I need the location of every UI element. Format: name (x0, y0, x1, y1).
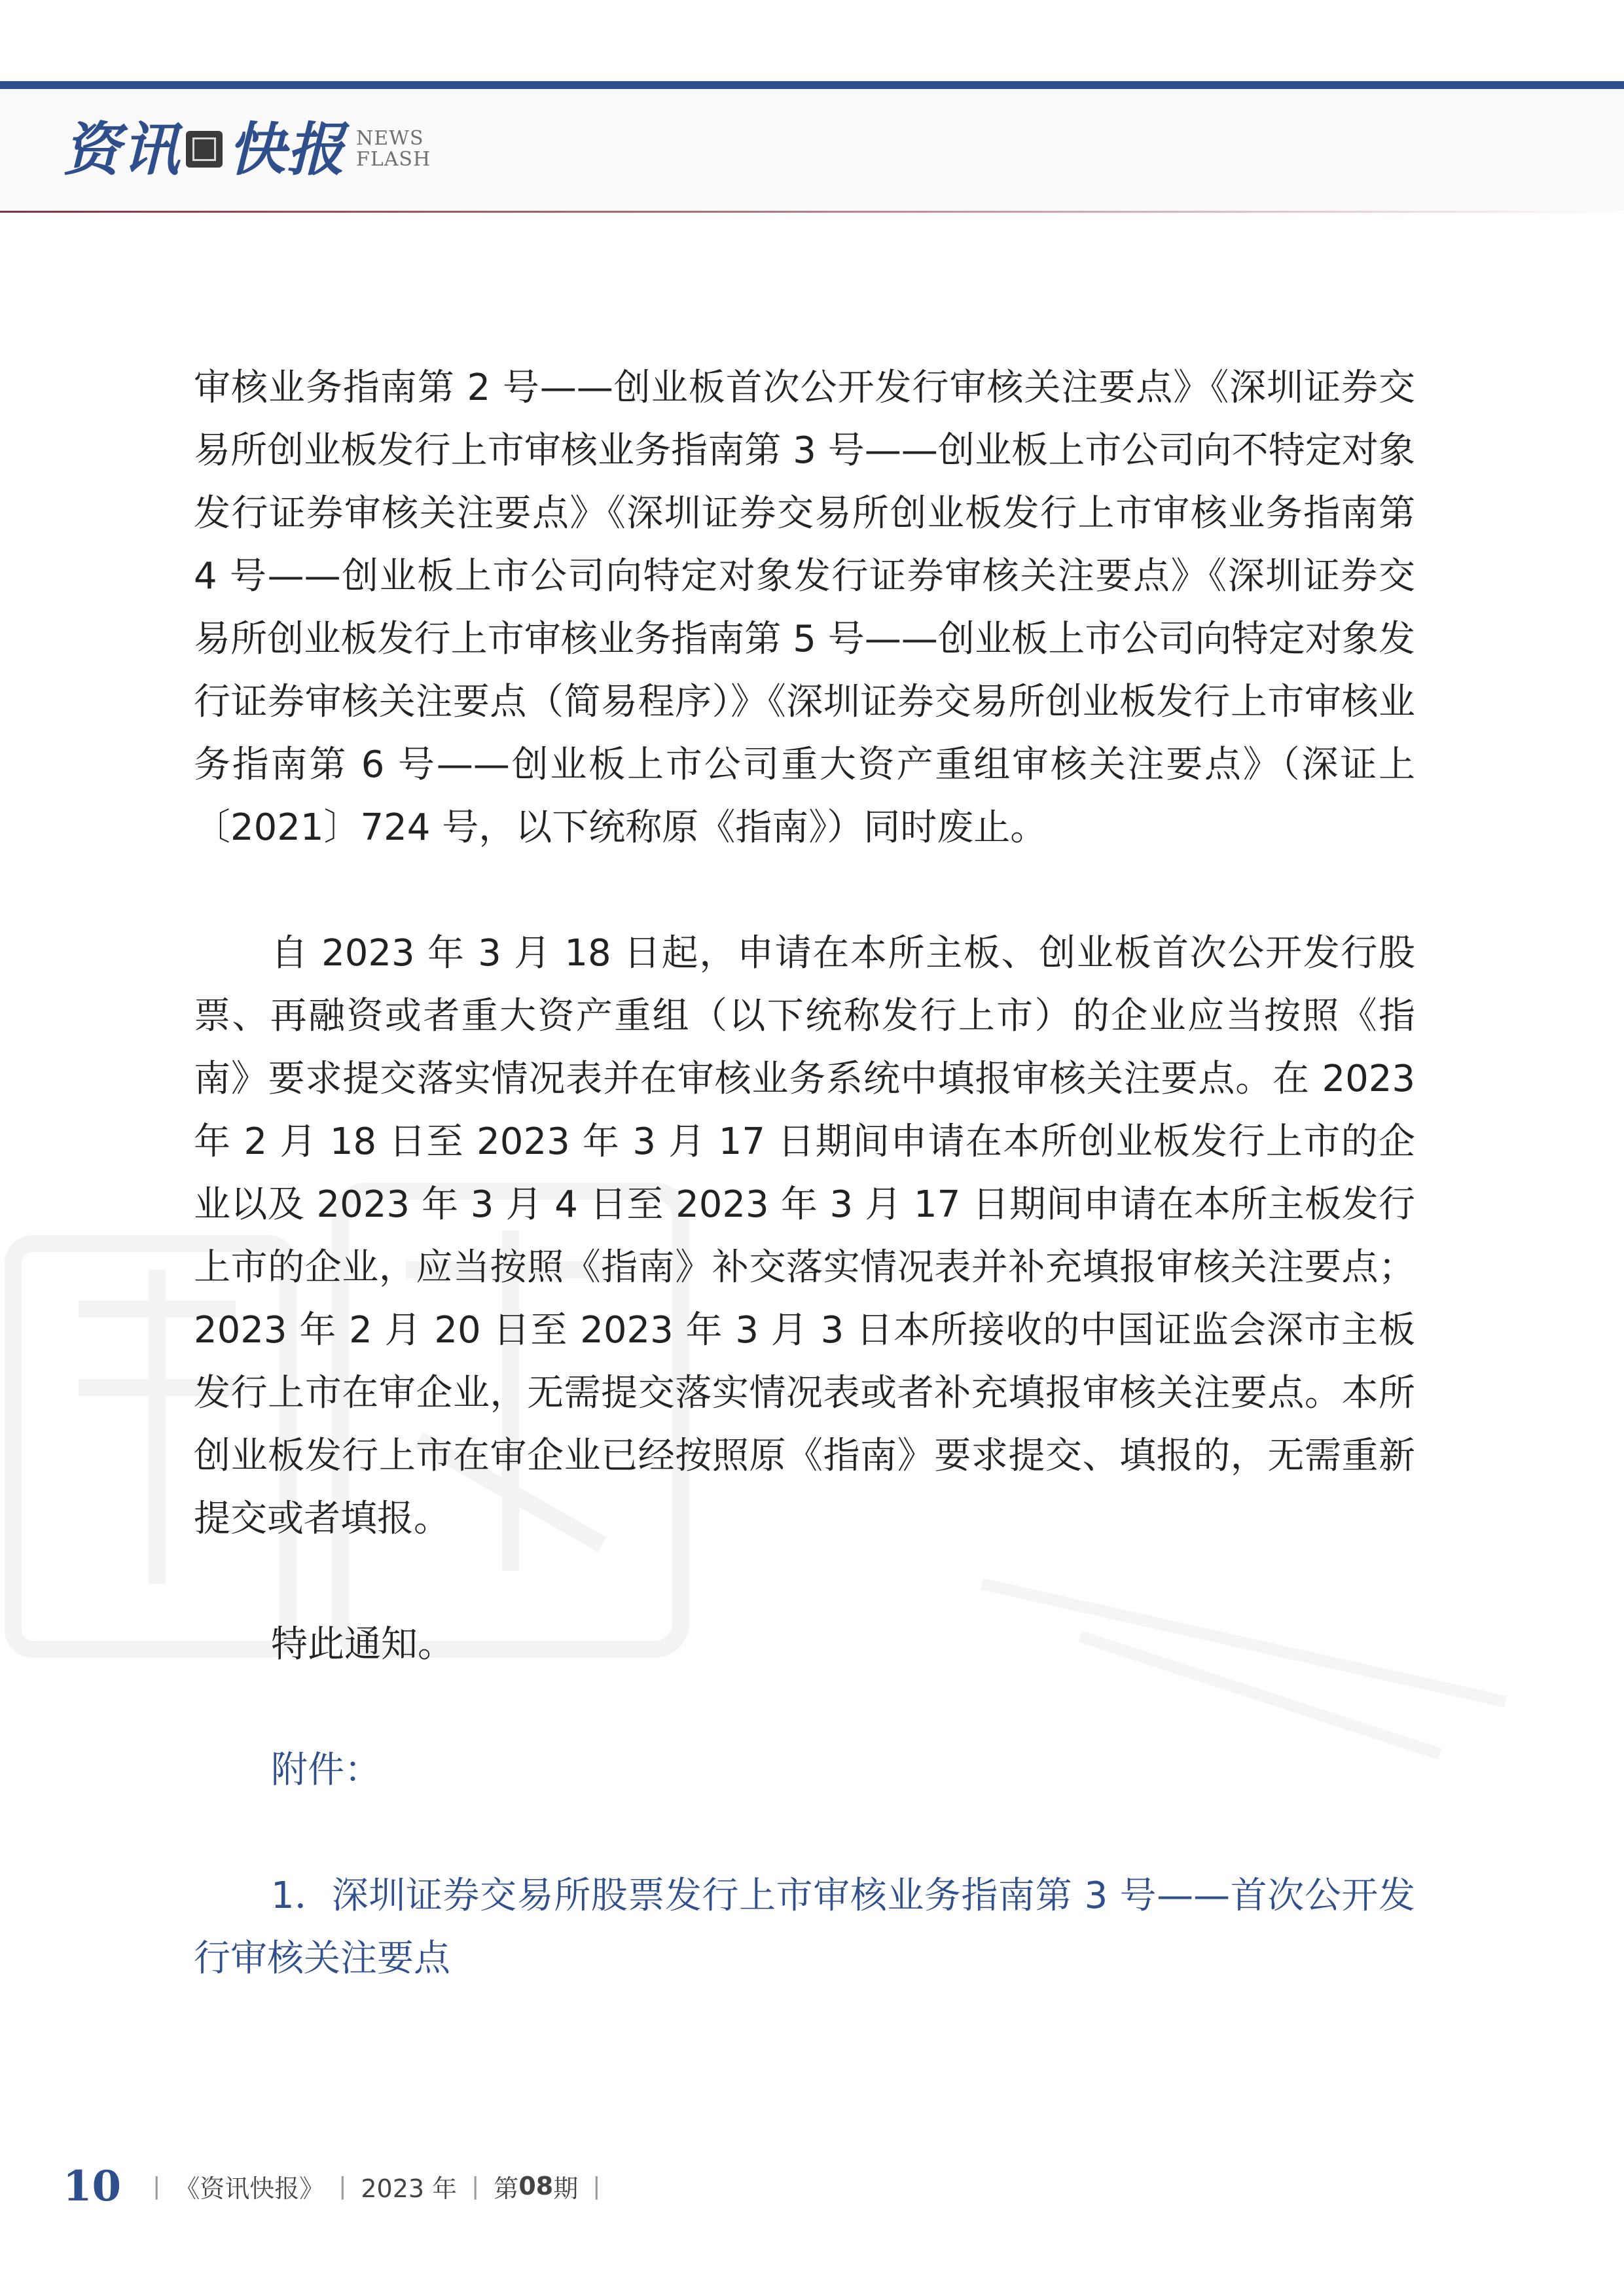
logo-english (356, 128, 431, 170)
logo-en-line2: FLASH (356, 148, 431, 171)
seal-icon (186, 131, 223, 168)
logo-text-right: 快报 (228, 115, 346, 183)
footer-year: 2023 年 (361, 2174, 458, 2203)
article-body (194, 357, 1415, 1990)
header-top-bar (0, 81, 1624, 89)
publication-name: 《资讯快报》 (175, 2174, 325, 2203)
footer-divider: | (338, 2172, 347, 2200)
issue-prefix: 第 (494, 2174, 519, 2203)
attachment-item-1: 1．深圳证券交易所股票发行上市审核业务指南第 3 号——首次公开发行审核关注要点 (194, 1874, 1415, 1980)
paragraph-2: 自 2023 年 3 月 18 日起，申请在本所主板、创业板首次公开发行股票、再融资或者重大资产重组（以下统称发行上市）的企业应当按照《指南》要求提交落实情况表并在审核业务系统中填报审核关注要点。在 2023 年 2 月 18 日至 2023 年 3 月 17 日期间申请在本所创业板发行上市的企业以及 2023 年 3 月 4 日至 2023 年 3 月 17 日期间申请在本所主板发行上市的企业，应当按照《指南》补交落实情况表并补充填报审核关注要点；2023 年 2 月 20 日至 2023 年 3 月 3 日本所接收的中国证监会深市主板发行上市在审企业，无需提交落实情况表或者补充填报审核关注要点。本所创业板发行上市在审企业已经按照原《指南》要求提交、填报的，无需重新提交或者填报。 (194, 932, 1415, 1540)
issue-suffix: 期 (553, 2174, 579, 2203)
footer-divider: | (592, 2172, 601, 2200)
masthead-logo (63, 110, 431, 188)
header-rule (0, 211, 1624, 213)
footer-divider: | (471, 2172, 480, 2200)
logo-text-left: 资讯 (63, 115, 181, 183)
issue-number: 08 (518, 2172, 554, 2200)
paragraph-1: 审核业务指南第 2 号——创业板首次公开发行审核关注要点》《深圳证券交易所创业板发行上市审核业务指南第 3 号——创业板上市公司向不特定对象发行证券审核关注要点》《深圳证券交易所创业板发行上市审核业务指南第 4 号——创业板上市公司向特定对象发行证券审核关注要点》《深圳证券交易所创业板发行上市审核业务指南第 5 号——创业板上市公司向特定对象发行证券审核关注要点（简易程序）》《深圳证券交易所创业板发行上市审核业务指南第 6 号——创业板上市公司重大资产重组审核关注要点》（深证上〔2021〕724 号，以下统称原《指南》）同时废止。 (194, 367, 1415, 849)
footer-divider: | (153, 2172, 161, 2200)
paragraph-3: 特此通知。 (271, 1623, 454, 1666)
page-number: 10 (63, 2161, 122, 2211)
page-footer (63, 2160, 615, 2212)
attachments-title: 附件： (271, 1749, 381, 1791)
logo-en-line1: NEWS (356, 127, 424, 150)
